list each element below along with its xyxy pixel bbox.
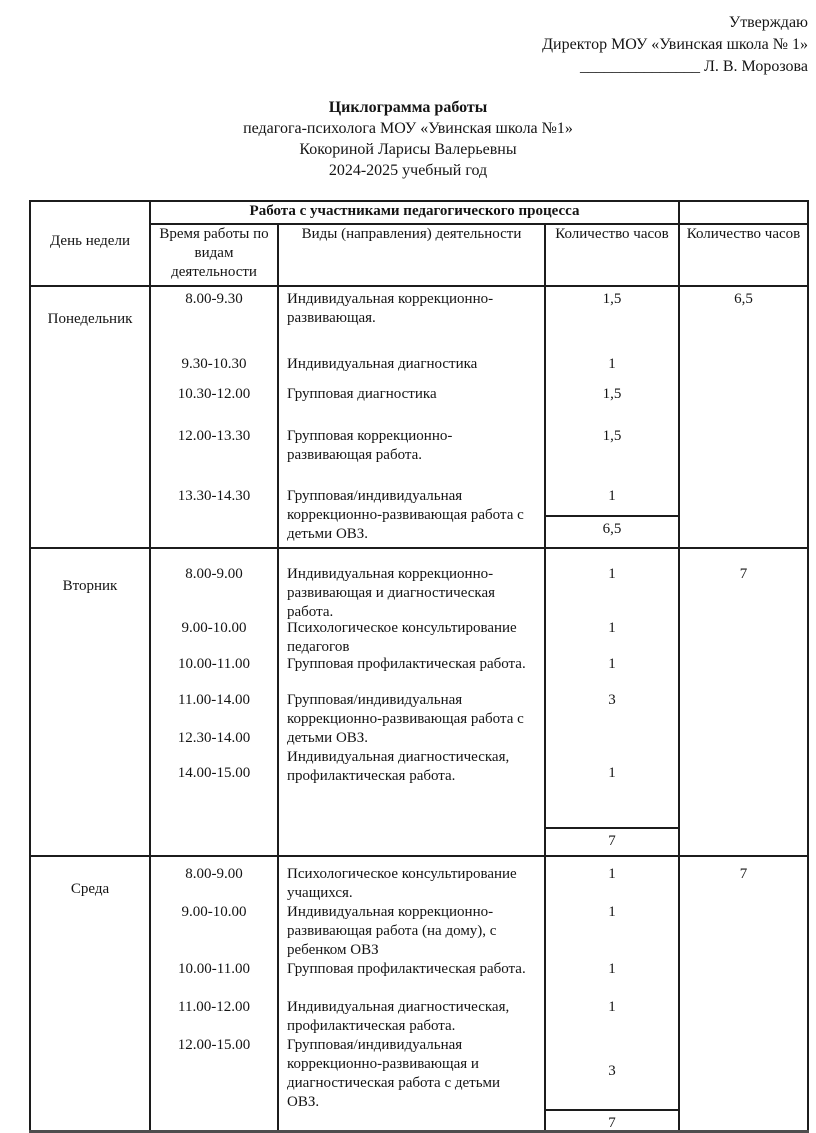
time-entry: 11.00-14.00	[178, 692, 250, 708]
time-entry: 12.00-13.30	[177, 428, 251, 444]
subtotal-divider	[546, 1109, 678, 1111]
activity-entry: Групповая/индивидуальная коррекционно-развивающая работа с детьми ОВЗ.	[287, 692, 524, 746]
col-header-day	[30, 201, 150, 286]
activity-entry: Психологическое консультирование педагогов	[287, 620, 517, 655]
signature-name: Л. В. Морозова	[699, 58, 808, 75]
weekly-total-value: 7	[739, 566, 748, 582]
subtotal-divider	[546, 515, 678, 517]
approval-block	[542, 12, 808, 78]
activity-entry: Групповая диагностика	[287, 386, 437, 402]
subtotal-value: 7	[608, 1115, 616, 1131]
activity-entry: Индивидуальная коррекционно-развивающая работа (на дому), с ребенком ОВЗ	[287, 904, 497, 958]
day-name-cell	[30, 548, 150, 856]
hours-value: 1	[608, 620, 616, 636]
doc-title-block	[0, 97, 816, 181]
schedule-table	[29, 200, 809, 1133]
hours-value: 1,5	[602, 291, 622, 307]
header-empty-cell	[679, 201, 808, 224]
time-entry: 13.30-14.30	[177, 488, 251, 504]
hours-cell	[545, 286, 679, 548]
time-entry: 8.00-9.00	[185, 566, 243, 582]
hours-value: 1	[608, 656, 616, 672]
header-row-1	[30, 201, 808, 224]
col-header-day-label: День недели	[50, 233, 130, 249]
time-entry: 12.00-15.00	[177, 1037, 251, 1053]
weekly-total-value: 6,5	[734, 291, 753, 307]
subtotal-value: 7	[608, 833, 616, 849]
doc-year: 2024-2025 учебный год	[328, 162, 488, 179]
day-name: Вторник	[62, 578, 118, 594]
col-header-total: Количество часов	[679, 224, 808, 286]
activities-cell	[278, 856, 545, 1132]
hours-value: 3	[608, 692, 616, 708]
subtotal-divider	[546, 827, 678, 829]
time-entry: 8.00-9.00	[185, 866, 243, 882]
activities-cell	[278, 548, 545, 856]
approval-word: Утверждаю	[728, 14, 808, 31]
director-line: Директор МОУ «Увинская школа № 1»	[542, 36, 808, 53]
col-header-merged: Работа с участниками педагогического процесса	[150, 201, 679, 224]
activity-entry: Групповая коррекционно-развивающая работа.	[287, 428, 453, 463]
hours-value: 1	[608, 999, 616, 1015]
activity-entry: Индивидуальная коррекционно-развивающая и диагностическая работа.	[287, 566, 496, 620]
time-entry: 12.30-14.00	[177, 730, 251, 746]
time-entry: 9.00-10.00	[181, 904, 247, 920]
time-entry: 10.00-11.00	[178, 656, 250, 672]
doc-title: Циклограмма работы	[328, 99, 488, 116]
hours-value: 1	[608, 961, 616, 977]
doc-subtitle: педагога-психолога МОУ «Увинская школа №1»	[243, 120, 573, 137]
hours-value: 3	[608, 1063, 616, 1079]
activity-entry: Индивидуальная коррекционно-развивающая.	[287, 291, 494, 326]
activity-entry: Групповая профилактическая работа.	[287, 656, 526, 672]
activity-entry: Групповая/индивидуальная коррекционно-развивающая работа с детьми ОВЗ.	[287, 488, 524, 542]
times-cell	[150, 548, 278, 856]
day-name-cell	[30, 286, 150, 548]
hours-value: 1,5	[602, 428, 622, 444]
time-entry: 11.00-12.00	[178, 999, 250, 1015]
times-cell	[150, 856, 278, 1132]
time-entry: 10.30-12.00	[177, 386, 251, 402]
day-name: Среда	[70, 881, 110, 897]
hours-value: 1	[608, 566, 616, 582]
activities-cell	[278, 286, 545, 548]
day-name: Понедельник	[47, 311, 133, 327]
hours-value: 1	[608, 765, 616, 781]
time-entry: 9.30-10.30	[181, 356, 247, 372]
activity-entry: Психологическое консультирование учащихся.	[287, 866, 517, 901]
signature-line	[542, 56, 808, 78]
time-entry: 9.00-10.00	[181, 620, 247, 636]
hours-cell	[545, 548, 679, 856]
col-header-time: Время работы по видам деятельности	[150, 224, 278, 286]
weekly-total-value: 7	[739, 866, 748, 882]
activity-entry: Групповая/индивидуальная коррекционно-развивающая и диагностическая работа с детьми ОВЗ.	[287, 1037, 501, 1110]
signature-blank: _______________	[579, 58, 700, 75]
times-cell	[150, 286, 278, 548]
time-entry: 8.00-9.30	[185, 291, 243, 307]
activity-entry: Индивидуальная диагностика	[287, 356, 478, 372]
weekly-total-cell	[679, 286, 808, 548]
hours-value: 1	[608, 488, 616, 504]
col-header-hours: Количество часов	[545, 224, 679, 286]
activity-entry: Индивидуальная диагностическая, профилактическая работа.	[287, 999, 510, 1034]
day-row-monday	[30, 286, 808, 548]
col-header-types: Виды (направления) деятельности	[278, 224, 545, 286]
subtotal-value: 6,5	[602, 521, 622, 537]
day-row-wednesday	[30, 856, 808, 1132]
time-entry: 10.00-11.00	[178, 961, 250, 977]
day-name-cell	[30, 856, 150, 1132]
time-entry: 14.00-15.00	[177, 765, 251, 781]
weekly-total-cell	[679, 548, 808, 856]
hours-value: 1,5	[602, 386, 622, 402]
day-row-tuesday	[30, 548, 808, 856]
activity-entry: Индивидуальная диагностическая, профилактическая работа.	[287, 749, 510, 784]
weekly-total-cell	[679, 856, 808, 1132]
activity-entry: Групповая профилактическая работа.	[287, 961, 526, 977]
doc-author: Кокориной Ларисы Валерьевны	[299, 141, 517, 158]
hours-value: 1	[608, 866, 616, 882]
hours-value: 1	[608, 356, 616, 372]
hours-value: 1	[608, 904, 616, 920]
hours-cell	[545, 856, 679, 1132]
